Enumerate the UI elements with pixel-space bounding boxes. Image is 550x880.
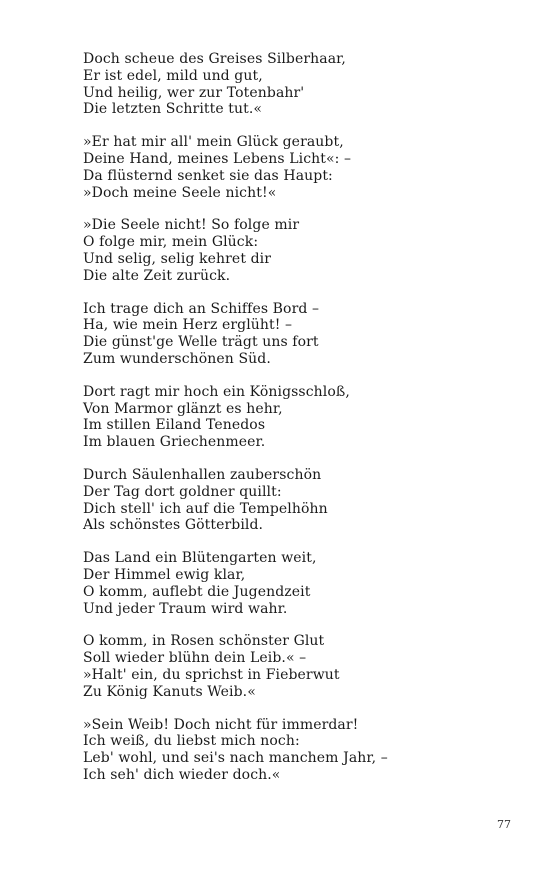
page-number: 77 bbox=[497, 818, 511, 831]
poem-line: Im stillen Eiland Tenedos bbox=[83, 417, 266, 434]
poem-line: Die letzten Schritte tut.« bbox=[83, 101, 263, 118]
poem-line: Deine Hand, meines Lebens Licht«: – bbox=[83, 150, 352, 167]
poem-text bbox=[83, 51, 503, 800]
poem-line: Und selig, selig kehret dir bbox=[83, 250, 272, 267]
poem-line: Soll wieder blühn dein Leib.« – bbox=[83, 650, 307, 667]
stanza bbox=[83, 384, 503, 451]
poem-line: Die günst'ge Welle trägt uns fort bbox=[83, 334, 319, 351]
poem-line: Das Land ein Blütengarten weit, bbox=[83, 550, 317, 567]
poem-line: Von Marmor glänzt es hehr, bbox=[83, 400, 283, 417]
poem-line: Der Himmel ewig klar, bbox=[83, 566, 246, 583]
poem-line: Dort ragt mir hoch ein Königsschloß, bbox=[83, 383, 350, 400]
stanza bbox=[83, 51, 503, 118]
stanza bbox=[83, 301, 503, 368]
stanza bbox=[83, 217, 503, 284]
poem-line: Ha, wie mein Herz erglüht! – bbox=[83, 317, 293, 334]
poem-line: Er ist edel, mild und gut, bbox=[83, 67, 263, 84]
poem-line: Im blauen Griechenmeer. bbox=[83, 434, 266, 451]
poem-line: »Er hat mir all' mein Glück geraubt, bbox=[83, 134, 344, 151]
poem-line: Ich weiß, du liebst mich noch: bbox=[83, 733, 300, 750]
poem-line: Als schönstes Götterbild. bbox=[83, 517, 264, 534]
poem-line: Die alte Zeit zurück. bbox=[83, 267, 231, 284]
stanza bbox=[83, 550, 503, 617]
poem-line: Ich seh' dich wieder doch.« bbox=[83, 766, 281, 783]
poem-line: O folge mir, mein Glück: bbox=[83, 234, 259, 251]
poem-line: O komm, in Rosen schönster Glut bbox=[83, 633, 325, 650]
stanza bbox=[83, 134, 503, 201]
poem-line: Und jeder Traum wird wahr. bbox=[83, 600, 288, 617]
stanza bbox=[83, 717, 503, 784]
poem-line: Zu König Kanuts Weib.« bbox=[83, 683, 256, 700]
poem-line: »Die Seele nicht! So folge mir bbox=[83, 217, 300, 234]
poem-line: Der Tag dort goldner quillt: bbox=[83, 483, 282, 500]
poem-line: Dich stell' ich auf die Tempelhöhn bbox=[83, 500, 328, 517]
poem-line: »Doch meine Seele nicht!« bbox=[83, 184, 277, 201]
poem-line: O komm, auflebt die Jugendzeit bbox=[83, 583, 311, 600]
poem-line: »Halt' ein, du sprichst in Fieberwut bbox=[83, 666, 340, 683]
poem-line: Ich trage dich an Schiffes Bord – bbox=[83, 300, 320, 317]
poem-line: Da flüsternd senket sie das Haupt: bbox=[83, 167, 333, 184]
poem-line: Durch Säulenhallen zauberschön bbox=[83, 466, 322, 483]
stanza bbox=[83, 633, 503, 700]
poem-line: Zum wunderschönen Süd. bbox=[83, 350, 271, 367]
poem-line: Und heilig, wer zur Totenbahr' bbox=[83, 84, 305, 101]
stanza bbox=[83, 467, 503, 534]
poem-line: »Sein Weib! Doch nicht für immerdar! bbox=[83, 716, 359, 733]
poem-line: Leb' wohl, und sei's nach manchem Jahr, – bbox=[83, 750, 388, 767]
poem-line: Doch scheue des Greises Silberhaar, bbox=[83, 51, 346, 67]
